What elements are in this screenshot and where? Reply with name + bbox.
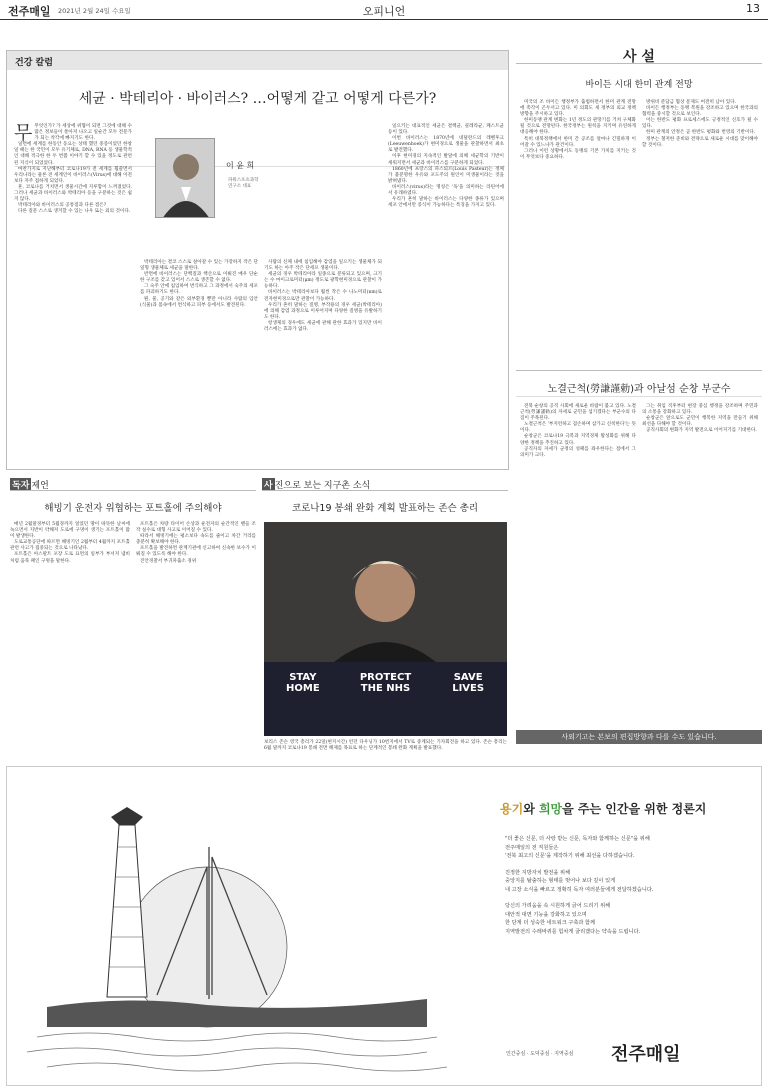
editorial-col-2 [642,100,758,149]
paragraph: 일으키는 대표적인 세균은 결핵균, 콜레라균, 페스트균 등이 있다. [388,124,504,136]
author-role-line: 연구소 대표 [228,184,252,189]
divider [516,396,762,397]
editorial-col-4 [642,404,758,434]
paragraph: 그 숙주 안에 침입하여 번식하고 그 과정에서 숙주의 세포를 파괴하기도 한다. [140,284,258,296]
reader-tag-box: 독자 [10,478,31,491]
paragraph: 우리가 흔히 말하는 질병, 부작용의 경우 세균(박테리아)에 의해 감염 과정으로 이루어지며 다양한 질병을 유발하기도 한다. [264,302,382,320]
slogan-courage: 용기 [500,802,524,816]
paragraph: 포트홀은 차량 타이어 손상과 운전자의 순간적인 핸들 조작 실수로 대형 사고로 이어질 수 있다. [136,522,256,534]
paragraph: 포트홀을 발견하면 관계기관에 신고하여 신속한 보수가 이뤄질 수 있도록 해야 한다. [136,546,256,558]
paragraph: 방위비 분담금 협상 문제도 여전히 남아 있다. [646,100,737,105]
reader-title: 해빙기 운전자 위협하는 포트홀에 주의해야 [44,503,222,514]
paragraph: 다른 질문 스스로 생겨할 수 있는 나우 또는 외의 것이다. [18,209,131,215]
paragraph: 항생제의 경우에도 세균에 관해 관한 효과가 있지만 바이러스에는 효과가 없다. [264,320,382,333]
podium-slogan: SAVE LIVES [452,672,485,694]
photo-caption: 보리스 존슨 영국 총리가 22일(현지시간) 런던 다우닝가 10번지에서 TV로 중계되는 기자회견을 하고 있다. 존슨 총리는 6월 말까지 코로나19 봉쇄 전면 해제를 목표로 하는 단계적인 봉쇄 완화 계획을 발표했다. [264,740,507,752]
photo-tag-box: 사 [262,478,275,491]
ad-line: '전북 최고의 신문'을 제작하기 위해 최선을 다하겠습니다. [505,853,635,859]
slogan-connector: 와 [523,802,539,816]
author-name: 이 윤 희 [226,161,255,170]
news-photo [264,522,507,736]
ad-line: 대안적 대면 기능을 강화하고 있으며 [505,911,587,918]
paragraph: 순창군은 코로나19 극복과 지역경제 활성화를 위해 다양한 정책을 추진하고 있다. [520,434,636,446]
paragraph: 박테리아와 바이러스의 공통점과 다른 점은? [18,203,107,209]
paragraph: 바이든 행정부는 동맹 복원을 강조하고 있으며 한국과의 협력을 중시할 것으로 보인다. [642,106,758,118]
slogan-rest: 을 주는 인간을 위한 정론지 [562,802,707,816]
ad-subtitle: 인간중심 · 도덕중심 · 지역중심 [506,1051,574,1057]
health-column-header [7,51,508,70]
paragraph: 무엇인가? 가 세상에 위협이 되면 그것에 대해 수많은 정보들이 쏟아져 나오고 일순간 모두 전문가가 되는 착각에 빠지기도 한다. [34,124,132,142]
health-col-2 [140,260,258,309]
paragraph: 전북 순창의 공직 사회에 새로운 바람이 불고 있다. 노결근척(勞謙謹勅)의 자세로 군민을 섬기겠다는 부군수의 다짐이 주목된다. [520,404,636,422]
paragraph: 반면에 바이러스는 단백질과 핵산으로 이뤄진 매우 단순한 구조를 갖고 있어서 스스로 생존할 수 없다. [140,272,258,284]
ad-line: 한 단계 더 성숙한 네트워크 구축과 함께 [505,920,596,926]
divider [10,490,256,491]
ad-body-text [505,835,745,936]
health-column-title: 세균 · 박테리아 · 바이러스? …어떻게 같고 어떻게 다른가? [78,91,437,107]
newspaper-brand: 전주매일 [8,5,51,18]
ad-line: 내 고장 소식을 빠르고 정확히 독자 여러분들에게 전달하겠습니다. [505,886,654,893]
health-col-3 [264,260,382,333]
ad-line: 진정한 지방자치 발전을 위해 [505,869,571,876]
paragraph: 바이러스는 박테리아보다 훨씬 작은 수 나노미터(nm)로 전자현미경으로만 관찰이 가능하다. [264,290,382,302]
paragraph: 뭔, 물, 공기와 같은 외부환경 뿐만 아니라 사람의 입안(식물)과 몸속에서 번식하고 피부 등에서도 발견된다. [140,296,258,308]
editorial-heading: 사 설 [623,49,655,65]
podium-slogan: STAY HOME [286,672,320,694]
paragraph: 공직자의 자세가 군정의 성패를 좌우한다는 점에서 그 의미가 크다. [520,446,636,458]
paragraph: 1860년에 프랑스의 파스퇴르(Louis Pasteur)는 정체가 불분명한 우유와 포도주의 원인이 미생물이라는 것을 밝혀냈다. [388,166,504,184]
paragraph: 순창군은 앞으로도 군민이 행복한 지역을 만들기 위해 최선을 다해야 할 것이다. [642,416,758,428]
masthead [0,0,768,20]
issue-date: 2021년 2월 24일 수요일 [58,7,131,15]
photo-tag-text: 진으로 보는 지구촌 소식 [274,481,371,491]
paragraph: 특히 대북정책에서 한미 간 공조를 얼마나 긴밀하게 이어갈 수 있느냐가 관건이다. [520,136,636,148]
page-number: 13 [746,2,760,15]
paragraph: 공직사회의 변화가 지역 발전으로 이어지기를 기대한다. [646,428,757,434]
paragraph: 바이러스(virus)라는 명칭은 '독'을 의미하는 라틴어에서 유래하였다. [388,184,504,197]
drop-cap: 무 [14,122,33,144]
ad-line: 지역발전의 수레바퀴를 힘차게 굴리겠다는 약속을 드립니다. [505,928,641,935]
lighthouse-illustration [7,767,487,1085]
paragraph: 도로교통공단에 따르면 해빙기인 2월부터 4월까지 포트홀 관련 사고가 집중되는 것으로 나타났다. [10,540,130,552]
paragraph: 노결근척은 '부지런하고 겸손하며 삼가고 신칙한다'는 뜻이다. [520,422,636,434]
slogan-hope: 희망 [538,802,563,816]
author-role-line: 파워스포츠과학 [228,178,259,183]
paragraph: 미국의 조 바이든 행정부가 출범하면서 한미 관계 전망에 촉각이 곤두서고 있다. 미 의회도 새 정부의 외교 정책 방향을 주시하고 있다. [520,100,636,118]
ad-line: 중앙지를 탈출하는 형태를 벗어나 보다 깊이 있게 [505,878,616,884]
paragraph: 한미동맹 관계 변화는 1년 정도의 관망기를 거쳐 구체화될 것으로 전망된다. 한국정부는 원칙을 지키며 유연하게 대응해야 한다. [520,118,636,136]
divider [262,490,508,491]
author-photo [155,138,215,218]
ad-line: 전주매일의 전 직원들은 [505,844,559,851]
paragraph: 정부는 철저한 준비와 전략으로 새로운 시대를 맞이해야 할 것이다. [642,136,758,148]
podium-slogan: PROTECT THE NHS [359,672,412,694]
health-col-4 [388,124,504,209]
ad-line [505,861,745,869]
paragraph: 포트홀은 아스팔트 포장 도로 표면의 일부가 부서져 냄비처럼 움푹 패인 구멍을 말한다. [10,552,130,564]
paragraph: 그러나 이런 상황에서도 동맹의 기본 가치를 지키는 것이 무엇보다 중요하다. [520,148,636,160]
editorial-title: 바이든 시대 한미 관계 전망 [585,80,693,90]
ad-line: 당신의 가려움을 속 시원하게 긁어 드리기 위해 [505,903,611,909]
divider [516,370,762,371]
paragraph: 한미 관계의 안정은 곧 한반도 평화와 번영의 기반이다. [646,130,756,136]
paragraph: 우리가 흔히 말하는 바이러스는 다양한 종류가 있으며 세포 안에서만 증식이 가능하다는 특징을 가지고 있다. [388,197,504,209]
paragraph: 이번 바이러스는 1870년에 네덜란드의 레벤후크(Leeuwenhoek)가 현미경으로 생물을 관찰하면서 최초로 발견했다. [388,136,504,154]
ad-line [505,894,745,902]
ad-line: "더 좋은 신문, 더 사랑 받는 신문, 독자와 함께하는 신문"을 위해 [505,836,650,842]
podium-slogans [264,672,507,694]
editorial-col-3 [520,404,636,459]
paragraph: 마찬가지로 지난해부터 코로나19가 전 세계를 휩쓸면서 우리나라는 물론 전 세계인이 바이러스(Virus)에 대해 이전보다 자주 접하게 되었다. [14,166,132,184]
editorial-title-2: 노결근척(勞謙謹勅)과 아날섬 순창 부군수 [547,384,731,395]
reader-col-2 [136,522,256,565]
ad-slogan [500,800,740,817]
paragraph: 따라서 해빙기에는 평소보다 속도를 줄이고 차간 거리를 충분히 확보해야 한다. [136,534,256,546]
paragraph: 그는 취임 직후부터 현장 중심 행정을 강조하며 주민과의 소통을 강화하고 있다. [642,404,758,416]
paragraph: 세균의 경우 박테리아라 일종으로 분류되고 있으며, 크기는 수 마이크로미터(μm) 정도로 광학현미경으로 관찰이 가능하다. [264,272,382,290]
photo-title: 코로나19 봉쇄 완화 계획 발표하는 존슨 총리 [291,503,479,514]
paragraph: 흔, 코로나를 거치면서 생물시간에 지루함이 느껴졌었다. 그러나 세균과 바이러스와 박테리아 등을 구분하는 것은 쉽지 않다. [14,184,132,203]
paragraph: 이는 한반도 평화 프로세스에도 긍정적인 신호가 될 수 있다. [642,118,758,130]
reader-tag-text: 제언 [31,481,49,491]
editorial-col-1 [520,100,636,161]
health-col-1 [14,124,132,215]
editorial-header [516,46,762,64]
health-column-tag: 건강 칼럼 [15,58,53,68]
paragraph: 박테리아는 결코 스스로 살아갈 수 있는 가장하지 작은 단일형 생물체로 세균을 말한다. [140,260,258,272]
ad-brand: 전주매일 [611,1044,681,1065]
paragraph: 사람의 신체 내에 침입해야 감염을 일으키는 생물체가 되기도 하는 아주 작은 단세포 생물이다. [264,260,382,272]
paragraph: 일련에 세계를 한동안 동요는 상태 했던 중증이었던 한창일 때는 한 국민이 모두 유기체로, DNA, RNA 등 생물학적인 대해 적극한 한 두 번쯤 이야기 할 수 있을 정도로 관련된 지식이 되었었다. [14,142,132,166]
editorial-disclaimer: 사외기고는 본보의 편집방향과 다를 수도 있습니다. [516,730,762,744]
paragraph: 이후 현미경의 지속적인 발달에 의해 세균학의 기반이 세워지면서 세균과 바이러스를 구분하게 되었다. [388,154,504,166]
paragraph: 진안경찰서 부귀파출소 경위 [140,558,197,564]
section-title: 오피니언 [362,5,406,18]
reader-col-1 [10,522,130,565]
paragraph: 매년 2월말경부터 5월경까지 얼었던 땅이 따뜻한 날씨에 녹으면서 지반이 약해져 도로에 구멍이 생기는 포트홀이 많이 발생한다. [10,522,130,540]
author-role [228,178,258,190]
